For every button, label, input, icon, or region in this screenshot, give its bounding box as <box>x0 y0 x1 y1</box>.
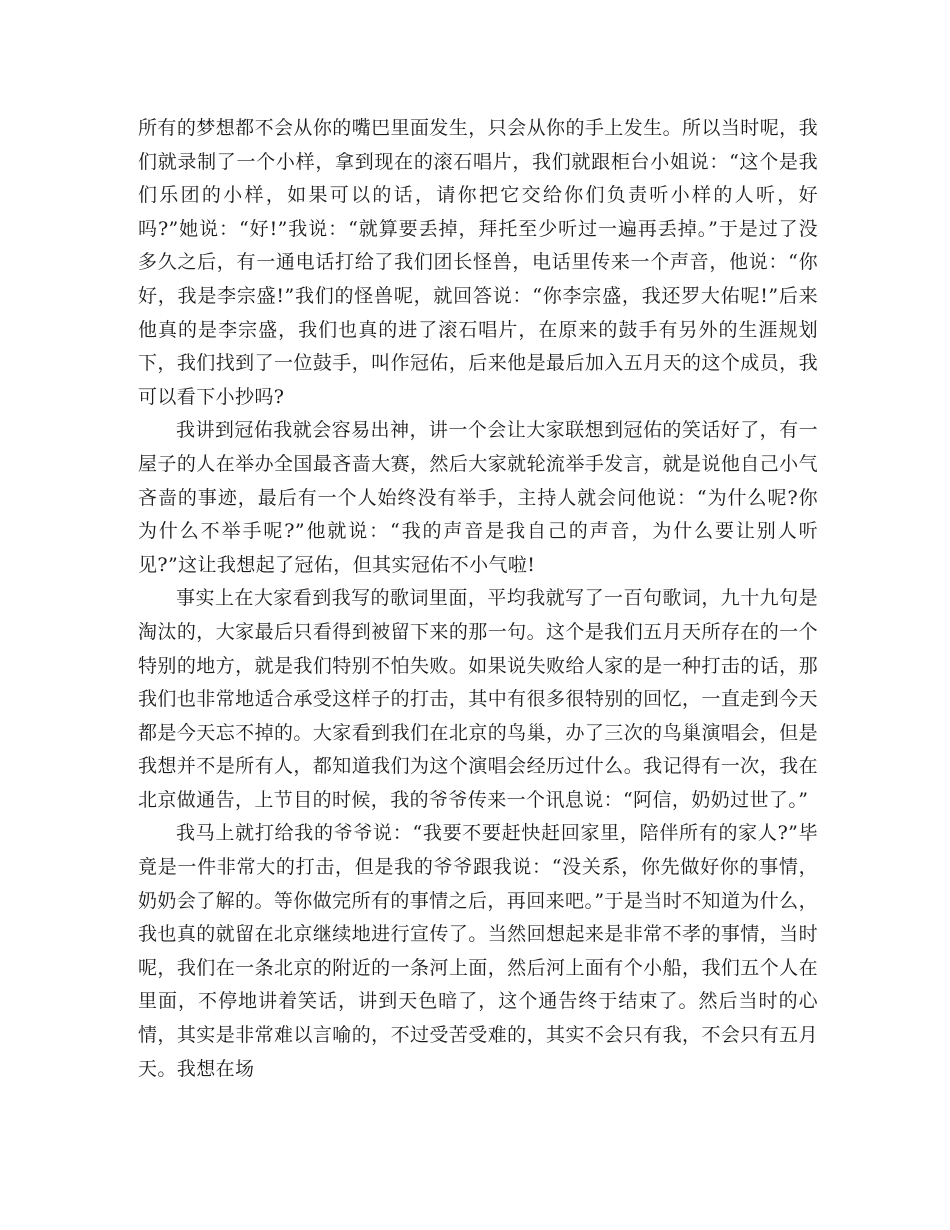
paragraph-2: 我讲到冠佑我就会容易出神，讲一个会让大家联想到冠佑的笑话好了，有一屋子的人在举办全国最吝啬大赛，然后大家就轮流举手发言，就是说他自己小气吝啬的事迹，最后有一个人始终没有举手，主持人就会问他说：“为什么呢?你为什么不举手呢?”他就说：“我的声音是我自己的声音，为什么要让别人听见?”这让我想起了冠佑，但其实冠佑不小气啦! <box>138 419 818 576</box>
paragraph-1: 所有的梦想都不会从你的嘴巴里面发生，只会从你的手上发生。所以当时呢，我们就录制了一个小样，拿到现在的滚石唱片，我们就跟柜台小姐说：“这个是我们乐团的小样，如果可以的话，请你把它交给你们负责听小样的人听，好吗?”她说：“好!”我说：“就算要丢掉，拜托至少听过一遍再丢掉。”于是过了没多久之后，有一通电话打给了我们团长怪兽，电话里传来一个声音，他说：“你好，我是李宗盛!”我们的怪兽呢，就回答说：“你李宗盛，我还罗大佑呢!”后来他真的是李宗盛，我们也真的进了滚石唱片，在原来的鼓手有另外的生涯规划下，我们找到了一位鼓手，叫作冠佑，后来他是最后加入五月天的这个成员，我可以看下小抄吗? <box>138 117 818 408</box>
paragraph-3: 事实上在大家看到我写的歌词里面，平均我就写了一百句歌词，九十九句是淘汰的，大家最后只看得到被留下来的那一句。这个是我们五月天所存在的一个特别的地方，就是我们特别不怕失败。如果说失败给人家的是一种打击的话，那我们也非常地适合承受这样子的打击，其中有很多很特别的回忆，一直走到今天都是今天忘不掉的。大家看到我们在北京的鸟巢，办了三次的鸟巢演唱会，但是我想并不是所有人，都知道我们为这个演唱会经历过什么。我记得有一次，我在北京做通告，上节目的时候，我的爷爷传来一个讯息说：“阿信，奶奶过世了。” <box>138 587 818 811</box>
paragraph-4: 我马上就打给我的爷爷说：“我要不要赶快赶回家里，陪伴所有的家人?”毕竟是一件非常大的打击，但是我的爷爷跟我说：“没关系，你先做好你的事情，奶奶会了解的。等你做完所有的事情之后，再回来吧。”于是当时不知道为什么，我也真的就留在北京继续地进行宣传了。当然回想起来是非常不孝的事情，当时呢，我们在一条北京的附近的一条河上面，然后河上面有个小船，我们五个人在里面，不停地讲着笑话，讲到天色暗了，这个通告终于结束了。然后当时的心情，其实是非常难以言喻的，不过受苦受难的，其实不会只有我，不会只有五月天。我想在场 <box>138 822 818 1080</box>
body-text <box>138 112 818 1086</box>
